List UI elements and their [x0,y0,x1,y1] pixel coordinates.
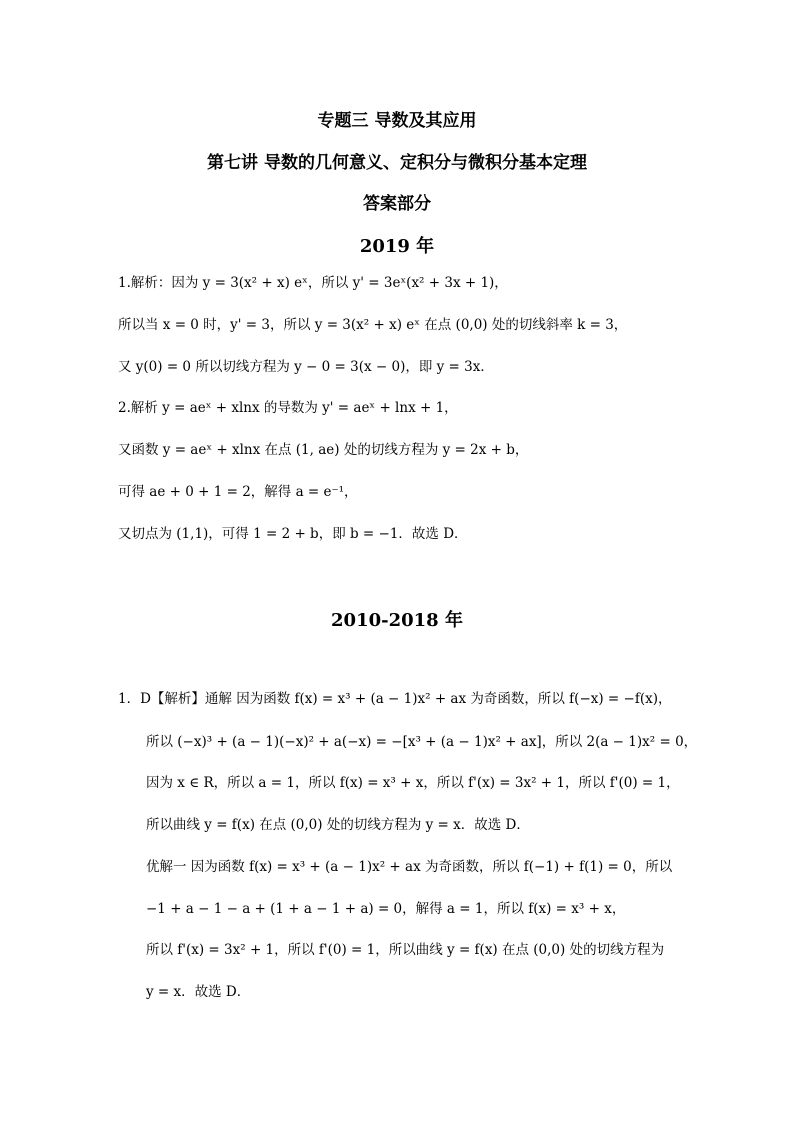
lecture-title: 第七讲 导数的几何意义、定积分与微积分基本定理 [207,153,587,173]
solution-2010-1-alt-line-4: y = x．故选 D． [146,984,251,1000]
solution-2010-1-alt-line-2: −1 + a − 1 − a + (1 + a − 1 + a) = 0，解得 a = 1，所以 f(x) = x³ + x， [146,901,626,917]
solution-2019-1-line-2: 所以当 x = 0 时，y' = 3，所以 y = 3(x² + x) eˣ 在点 (0,0) 处的切线斜率 k = 3， [118,317,628,333]
solution-2019-1-line-1: 1.解析：因为 y = 3(x² + x) eˣ，所以 y' = 3eˣ(x² + 3x + 1)， [118,275,508,291]
year-heading-2019: 2019 年 [359,236,435,257]
topic-title: 专题三 导数及其应用 [317,111,477,131]
solution-2010-1-line-2: 所以 (−x)³ + (a − 1)(−x)² + a(−x) = −[x³ + (a − 1)x² + ax]，所以 2(a − 1)x² = 0， [146,734,698,750]
solution-2019-2-line-3: 可得 ae + 0 + 1 = 2，解得 a = e⁻¹， [118,484,358,500]
solution-2010-1-line-3: 因为 x ∈ R，所以 a = 1，所以 f(x) = x³ + x，所以 f'(x) = 3x² + 1，所以 f'(0) = 1， [146,775,680,791]
solution-2019-2-line-1: 2.解析 y = aeˣ + xlnx 的导数为 y' = aeˣ + lnx + 1， [118,400,458,416]
solution-2019-2-line-4: 又切点为 (1,1)，可得 1 = 2 + b，即 b = −1．故选 D． [118,526,468,542]
solution-2010-1-line-1: 1．D【解析】通解 因为函数 f(x) = x³ + (a − 1)x² + ax 为奇函数，所以 f(−x) = −f(x)， [118,691,672,707]
solution-2010-1-alt-line-1: 优解一 因为函数 f(x) = x³ + (a − 1)x² + ax 为奇函数，所以 f(−1) + f(1) = 0，所以 [146,859,673,875]
solution-2010-1-alt-line-3: 所以 f'(x) = 3x² + 1，所以 f'(0) = 1，所以曲线 y = f(x) 在点 (0,0) 处的切线方程为 [146,942,665,958]
solution-2010-1-line-4: 所以曲线 y = f(x) 在点 (0,0) 处的切线方程为 y = x．故选 D． [146,817,530,833]
solution-2019-2-line-2: 又函数 y = aeˣ + xlnx 在点 (1, ae) 处的切线方程为 y = 2x + b， [118,442,529,458]
answers-heading: 答案部分 [363,194,431,214]
year-heading-2010-2018: 2010-2018 年 [331,610,463,631]
solution-2019-1-line-3: 又 y(0) = 0 所以切线方程为 y − 0 = 3(x − 0)，即 y = 3x． [118,359,494,375]
